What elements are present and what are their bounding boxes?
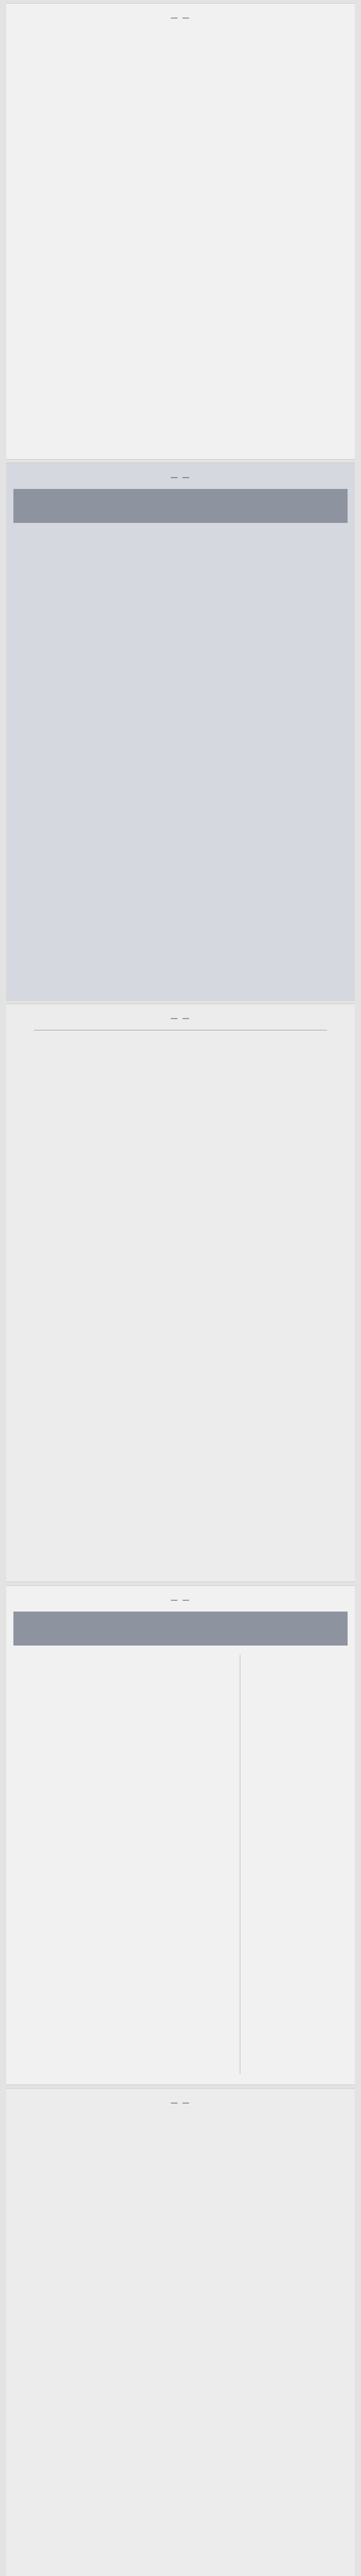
- paragraph: [13, 2229, 348, 2243]
- paragraph: [13, 1731, 231, 1745]
- paragraph: [13, 1533, 348, 1547]
- paragraph: [13, 315, 348, 329]
- document-page-5: [6, 2088, 355, 2576]
- paragraph: [13, 2210, 348, 2224]
- paragraph: [13, 570, 348, 584]
- paragraph: [13, 1457, 348, 1471]
- side-paragraph: [247, 1807, 348, 1821]
- paragraph: [13, 666, 348, 680]
- paragraph: [13, 704, 348, 718]
- side-paragraph: [247, 1655, 348, 1669]
- page-number: [13, 473, 348, 482]
- paragraph: [13, 1247, 348, 1261]
- paragraph: [13, 1655, 231, 1669]
- paragraph: [13, 239, 348, 253]
- paragraph: [13, 1476, 348, 1490]
- paragraph: [13, 48, 348, 62]
- paragraph: [13, 2496, 348, 2510]
- paragraph: [13, 2305, 348, 2319]
- paragraph: [13, 1960, 231, 1974]
- paragraph: [13, 2153, 348, 2166]
- side-paragraph: [247, 1941, 348, 1955]
- document-page-2: [6, 463, 355, 1001]
- paragraph: [13, 1693, 231, 1707]
- document-page-3: [6, 1004, 355, 1582]
- side-paragraph: [247, 1693, 348, 1707]
- paragraph: [13, 163, 348, 177]
- paragraph: [13, 1865, 231, 1878]
- paragraph: [13, 372, 348, 386]
- side-paragraph: [247, 1674, 348, 1688]
- paragraph: [13, 894, 348, 908]
- paragraph: [13, 1438, 348, 1452]
- paragraph: [13, 2017, 231, 2031]
- paragraph: [13, 1095, 348, 1109]
- paragraph: [13, 2114, 348, 2128]
- paragraph: [13, 1381, 348, 1395]
- paragraph: [13, 220, 348, 234]
- paragraph: [13, 1712, 231, 1726]
- document-page-1: [6, 3, 355, 460]
- side-paragraph: [247, 1845, 348, 1859]
- paragraph: [13, 1057, 348, 1071]
- paragraph: [13, 2267, 348, 2281]
- paragraph: [13, 29, 348, 43]
- document-root: [0, 3, 361, 2576]
- paragraph: [13, 1419, 348, 1433]
- section-heading-box: [13, 489, 348, 523]
- paragraph: [13, 551, 348, 565]
- paragraph: [13, 2172, 348, 2185]
- paragraph: [13, 952, 348, 965]
- paragraph: [13, 837, 348, 851]
- page-body: [13, 29, 348, 444]
- page-number: [13, 2099, 348, 2107]
- paragraph: [13, 761, 348, 775]
- paragraph: [13, 258, 348, 272]
- paragraph: [13, 1674, 231, 1688]
- paragraph: [13, 1400, 348, 1414]
- section-heading-title: [22, 1618, 339, 1629]
- paragraph: [13, 1788, 231, 1802]
- paragraph: [13, 1324, 348, 1337]
- paragraph: [13, 411, 348, 425]
- paragraph: [13, 2400, 348, 2414]
- document-page-4: [6, 1585, 355, 2085]
- side-paragraph: [247, 1731, 348, 1745]
- paragraph: [13, 392, 348, 405]
- paragraph: [13, 2515, 348, 2529]
- paragraph: [13, 2438, 348, 2452]
- paragraph: [13, 2553, 348, 2567]
- paragraph: [13, 628, 348, 641]
- page-body: [13, 1038, 348, 1566]
- paragraph: [13, 296, 348, 310]
- paragraph: [13, 2055, 231, 2069]
- paragraph: [13, 1884, 231, 1897]
- paragraph: [13, 430, 348, 444]
- paragraph: [13, 1133, 348, 1147]
- paragraph: [13, 201, 348, 215]
- paragraph: [13, 1769, 231, 1783]
- paragraph: [13, 144, 348, 158]
- side-paragraph: [247, 1826, 348, 1840]
- paragraph: [13, 1998, 231, 2012]
- paragraph: [13, 913, 348, 927]
- paragraph: [13, 2324, 348, 2338]
- paragraph: [13, 2572, 348, 2576]
- paragraph: [13, 608, 348, 622]
- paragraph: [13, 67, 348, 81]
- paragraph: [13, 125, 348, 139]
- paragraph: [13, 933, 348, 946]
- paragraph: [13, 799, 348, 813]
- paragraph: [13, 780, 348, 794]
- paragraph: [13, 1941, 231, 1955]
- paragraph: [13, 875, 348, 889]
- paragraph: [13, 1038, 348, 1052]
- paragraph: [13, 1979, 231, 1993]
- paragraph: [13, 334, 348, 348]
- paragraph: [13, 353, 348, 367]
- main-column: [13, 1655, 231, 2074]
- paragraph: [13, 1514, 348, 1528]
- paragraph: [13, 589, 348, 603]
- paragraph: [13, 2419, 348, 2433]
- paragraph: [13, 1209, 348, 1223]
- side-paragraph: [247, 1788, 348, 1802]
- paragraph: [13, 1903, 231, 1917]
- paragraph: [13, 1266, 348, 1280]
- paragraph: [13, 182, 348, 196]
- paragraph: [13, 277, 348, 291]
- paragraph: [13, 647, 348, 660]
- paragraph: [13, 1152, 348, 1166]
- side-paragraph: [247, 1903, 348, 1917]
- side-paragraph: [247, 1769, 348, 1783]
- paragraph: [13, 2534, 348, 2548]
- paragraph: [13, 2133, 348, 2147]
- paragraph: [13, 1750, 231, 1764]
- paragraph: [13, 1228, 348, 1242]
- paragraph: [13, 2248, 348, 2262]
- paragraph: [13, 818, 348, 832]
- side-paragraph: [247, 1865, 348, 1878]
- section-heading-subtitle: [22, 506, 339, 517]
- section-heading-box: [13, 1612, 348, 1646]
- paragraph: [13, 1171, 348, 1185]
- paragraph: [13, 2286, 348, 2300]
- paragraph: [13, 2036, 231, 2050]
- paragraph: [13, 2458, 348, 2471]
- paragraph: [13, 1285, 348, 1299]
- page-number: [13, 1014, 348, 1023]
- paragraph: [13, 971, 348, 985]
- paragraph: [13, 742, 348, 756]
- paragraph: [13, 1114, 348, 1128]
- page-body: [13, 532, 348, 985]
- paragraph: [13, 1807, 231, 1821]
- side-paragraph: [247, 1750, 348, 1764]
- page-number: [13, 1596, 348, 1604]
- paragraph: [13, 685, 348, 699]
- section-heading-title: [22, 495, 339, 506]
- paragraph: [13, 723, 348, 737]
- paragraph: [13, 2343, 348, 2357]
- paragraph: [13, 1076, 348, 1090]
- side-paragraph: [247, 1712, 348, 1726]
- paragraph: [13, 87, 348, 100]
- paragraph: [13, 1826, 231, 1840]
- section-heading-subtitle: [22, 1629, 339, 1639]
- paragraph: [13, 1343, 348, 1357]
- paragraph: [13, 1495, 348, 1509]
- paragraph: [13, 1552, 348, 1566]
- paragraph: [13, 1845, 231, 1859]
- paragraph: [13, 2381, 348, 2395]
- paragraph: [13, 1922, 231, 1936]
- paragraph: [13, 2362, 348, 2376]
- paragraph: [13, 106, 348, 120]
- paragraph: [13, 1362, 348, 1376]
- two-column-layout: [13, 1655, 348, 2074]
- page-number: [13, 14, 348, 22]
- paragraph: [13, 856, 348, 870]
- paragraph: [13, 2477, 348, 2490]
- paragraph: [13, 2191, 348, 2205]
- paragraph: [13, 532, 348, 546]
- paragraph: [13, 1190, 348, 1204]
- side-paragraph: [247, 1884, 348, 1897]
- page-body: [13, 2114, 348, 2576]
- side-column: [240, 1655, 348, 2074]
- paragraph: [13, 1304, 348, 1318]
- side-paragraph: [247, 1922, 348, 1936]
